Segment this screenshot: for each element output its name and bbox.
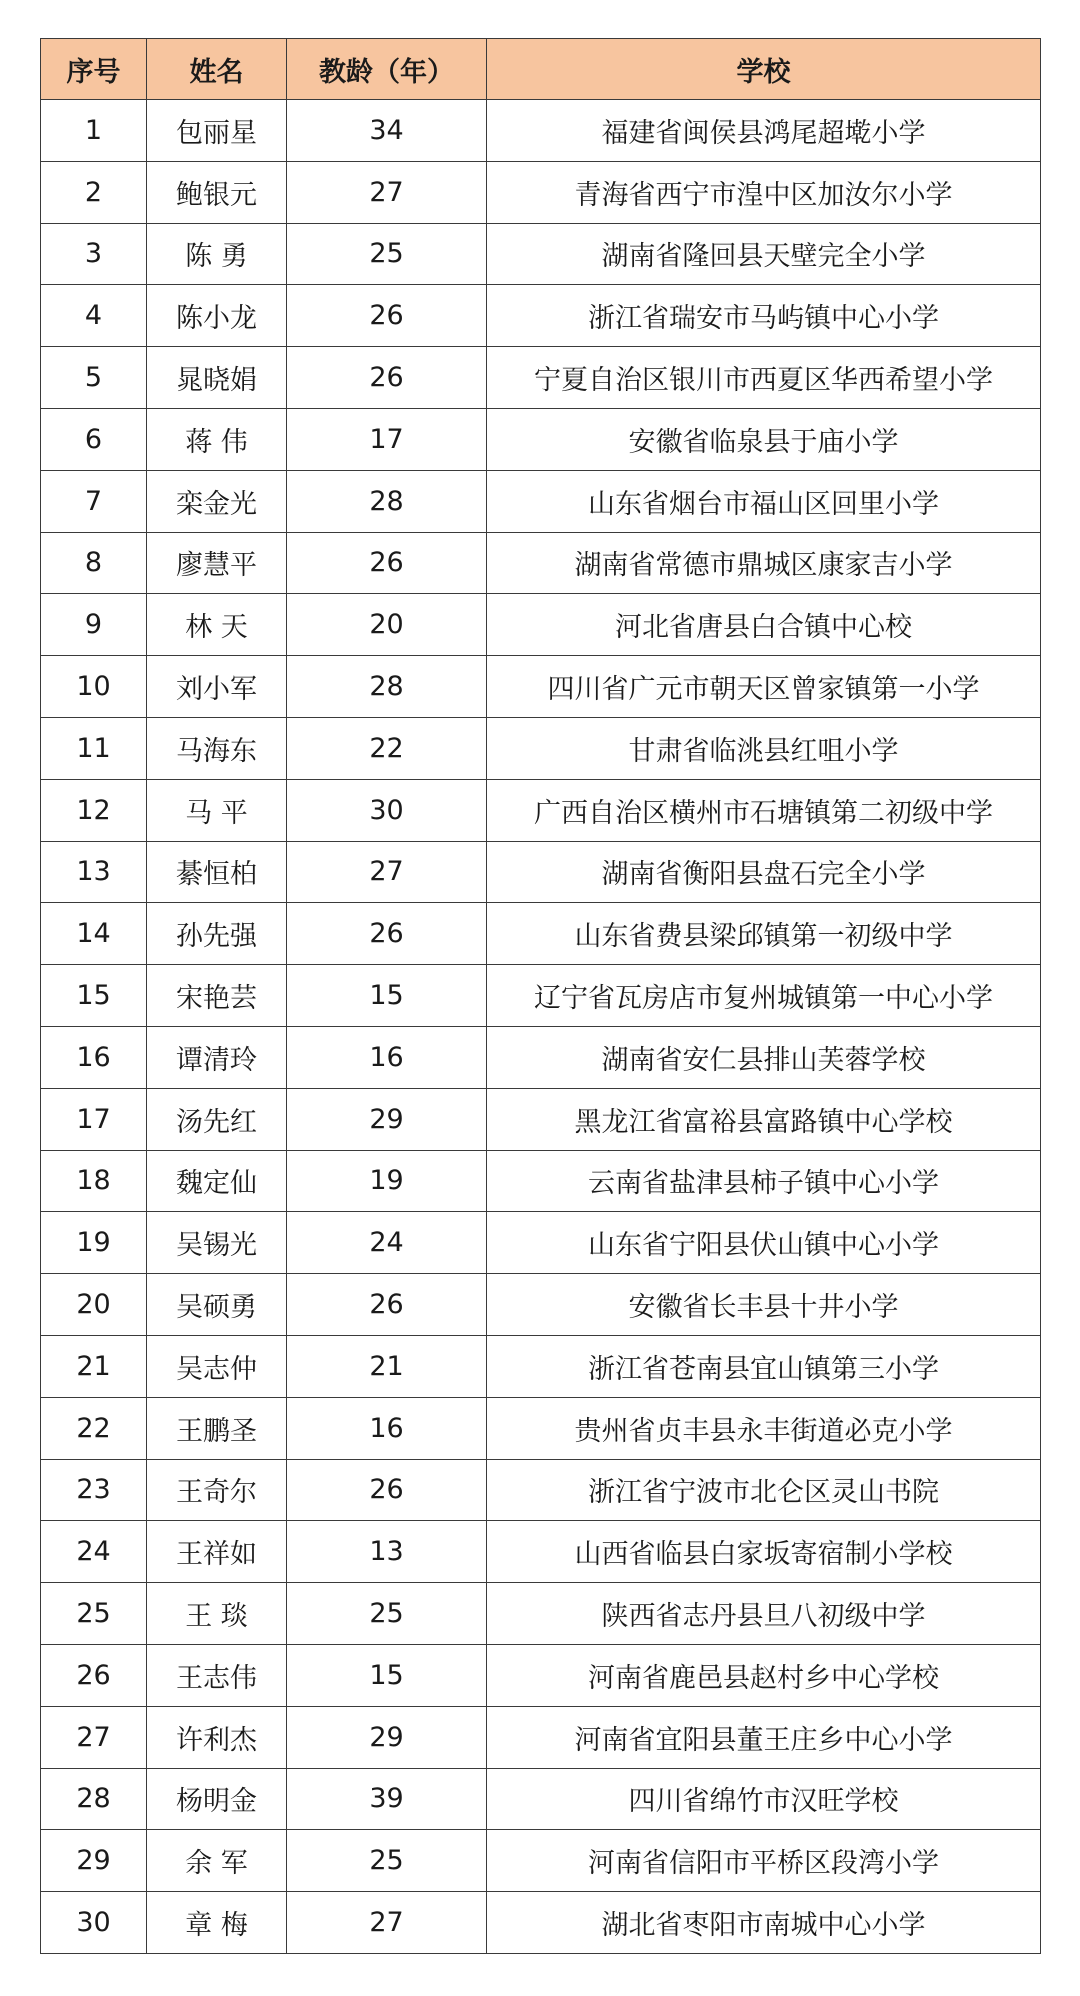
- cell-name: 吴硕勇: [147, 1274, 287, 1336]
- cell-teaching-years: 28: [287, 656, 487, 718]
- cell-index: 19: [41, 1212, 147, 1274]
- cell-teaching-years: 27: [287, 841, 487, 903]
- cell-index: 4: [41, 285, 147, 347]
- cell-index: 28: [41, 1768, 147, 1830]
- cell-index: 14: [41, 903, 147, 965]
- cell-school: 山东省烟台市福山区回里小学: [487, 470, 1041, 532]
- cell-name: 吴锡光: [147, 1212, 287, 1274]
- cell-index: 18: [41, 1150, 147, 1212]
- cell-name: 章 梅: [147, 1892, 287, 1954]
- cell-name: 栾金光: [147, 470, 287, 532]
- cell-school: 河南省信阳市平桥区段湾小学: [487, 1830, 1041, 1892]
- cell-index: 2: [41, 161, 147, 223]
- cell-school: 贵州省贞丰县永丰街道必克小学: [487, 1397, 1041, 1459]
- cell-school: 湖南省常德市鼎城区康家吉小学: [487, 532, 1041, 594]
- table-row: [41, 223, 1041, 285]
- cell-name: 鲍银元: [147, 161, 287, 223]
- table-row: [41, 470, 1041, 532]
- cell-name: 廖慧平: [147, 532, 287, 594]
- table-row: [41, 1521, 1041, 1583]
- cell-teaching-years: 30: [287, 779, 487, 841]
- cell-index: 25: [41, 1583, 147, 1645]
- table-row: [41, 1088, 1041, 1150]
- cell-index: 20: [41, 1274, 147, 1336]
- table-row: [41, 841, 1041, 903]
- cell-teaching-years: 34: [287, 100, 487, 162]
- table-row: [41, 1212, 1041, 1274]
- cell-school: 四川省广元市朝天区曾家镇第一小学: [487, 656, 1041, 718]
- table-row: [41, 161, 1041, 223]
- cell-school: 黑龙江省富裕县富路镇中心学校: [487, 1088, 1041, 1150]
- cell-name: 王祥如: [147, 1521, 287, 1583]
- cell-school: 河南省宜阳县董王庄乡中心小学: [487, 1706, 1041, 1768]
- cell-name: 汤先红: [147, 1088, 287, 1150]
- cell-index: 27: [41, 1706, 147, 1768]
- cell-index: 9: [41, 594, 147, 656]
- cell-index: 5: [41, 347, 147, 409]
- teacher-table-container: [40, 38, 1041, 1954]
- cell-teaching-years: 22: [287, 717, 487, 779]
- cell-index: 22: [41, 1397, 147, 1459]
- cell-teaching-years: 20: [287, 594, 487, 656]
- cell-teaching-years: 26: [287, 285, 487, 347]
- cell-school: 湖南省安仁县排山芙蓉学校: [487, 1026, 1041, 1088]
- table-row: [41, 532, 1041, 594]
- cell-teaching-years: 26: [287, 1274, 487, 1336]
- cell-school: 湖南省衡阳县盘石完全小学: [487, 841, 1041, 903]
- cell-name: 宋艳芸: [147, 965, 287, 1027]
- cell-index: 10: [41, 656, 147, 718]
- cell-index: 30: [41, 1892, 147, 1954]
- table-row: [41, 1830, 1041, 1892]
- cell-school: 广西自治区横州市石塘镇第二初级中学: [487, 779, 1041, 841]
- table-body: [41, 100, 1041, 1954]
- cell-name: 魏定仙: [147, 1150, 287, 1212]
- cell-index: 3: [41, 223, 147, 285]
- table-row: [41, 594, 1041, 656]
- cell-name: 王志伟: [147, 1644, 287, 1706]
- cell-teaching-years: 24: [287, 1212, 487, 1274]
- cell-teaching-years: 25: [287, 1583, 487, 1645]
- cell-teaching-years: 15: [287, 1644, 487, 1706]
- cell-teaching-years: 26: [287, 347, 487, 409]
- cell-name: 蒋 伟: [147, 408, 287, 470]
- cell-school: 山西省临县白家坂寄宿制小学校: [487, 1521, 1041, 1583]
- cell-school: 河南省鹿邑县赵村乡中心学校: [487, 1644, 1041, 1706]
- cell-school: 浙江省苍南县宜山镇第三小学: [487, 1335, 1041, 1397]
- cell-school: 山东省费县梁邱镇第一初级中学: [487, 903, 1041, 965]
- cell-teaching-years: 17: [287, 408, 487, 470]
- cell-school: 甘肃省临洮县红咀小学: [487, 717, 1041, 779]
- cell-name: 许利杰: [147, 1706, 287, 1768]
- cell-teaching-years: 16: [287, 1397, 487, 1459]
- cell-index: 11: [41, 717, 147, 779]
- cell-index: 23: [41, 1459, 147, 1521]
- cell-school: 浙江省宁波市北仑区灵山书院: [487, 1459, 1041, 1521]
- cell-school: 湖南省隆回县天壁完全小学: [487, 223, 1041, 285]
- cell-name: 孙先强: [147, 903, 287, 965]
- cell-teaching-years: 21: [287, 1335, 487, 1397]
- cell-name: 杨明金: [147, 1768, 287, 1830]
- cell-teaching-years: 19: [287, 1150, 487, 1212]
- table-row: [41, 717, 1041, 779]
- header-name: 姓名: [147, 39, 287, 100]
- cell-index: 6: [41, 408, 147, 470]
- cell-name: 陈小龙: [147, 285, 287, 347]
- table-row: [41, 1397, 1041, 1459]
- cell-index: 17: [41, 1088, 147, 1150]
- cell-name: 马 平: [147, 779, 287, 841]
- cell-school: 山东省宁阳县伏山镇中心小学: [487, 1212, 1041, 1274]
- header-school: 学校: [487, 39, 1041, 100]
- table-row: [41, 1150, 1041, 1212]
- cell-school: 陕西省志丹县旦八初级中学: [487, 1583, 1041, 1645]
- table-row: [41, 1274, 1041, 1336]
- cell-name: 谭清玲: [147, 1026, 287, 1088]
- cell-index: 15: [41, 965, 147, 1027]
- cell-name: 吴志仲: [147, 1335, 287, 1397]
- cell-school: 青海省西宁市湟中区加汝尔小学: [487, 161, 1041, 223]
- cell-teaching-years: 29: [287, 1088, 487, 1150]
- table-row: [41, 285, 1041, 347]
- cell-teaching-years: 27: [287, 1892, 487, 1954]
- cell-index: 21: [41, 1335, 147, 1397]
- cell-school: 四川省绵竹市汉旺学校: [487, 1768, 1041, 1830]
- cell-name: 王 琰: [147, 1583, 287, 1645]
- cell-index: 12: [41, 779, 147, 841]
- cell-name: 陈 勇: [147, 223, 287, 285]
- table-row: [41, 1768, 1041, 1830]
- cell-teaching-years: 13: [287, 1521, 487, 1583]
- table-row: [41, 965, 1041, 1027]
- cell-name: 綦恒柏: [147, 841, 287, 903]
- table-row: [41, 1459, 1041, 1521]
- cell-teaching-years: 25: [287, 1830, 487, 1892]
- cell-name: 王奇尔: [147, 1459, 287, 1521]
- cell-school: 福建省闽侯县鸿尾超墘小学: [487, 100, 1041, 162]
- table-row: [41, 347, 1041, 409]
- header-teaching-years: 教龄（年）: [287, 39, 487, 100]
- cell-index: 7: [41, 470, 147, 532]
- cell-index: 1: [41, 100, 147, 162]
- cell-index: 29: [41, 1830, 147, 1892]
- header-index: 序号: [41, 39, 147, 100]
- cell-index: 16: [41, 1026, 147, 1088]
- cell-teaching-years: 26: [287, 532, 487, 594]
- cell-index: 26: [41, 1644, 147, 1706]
- table-row: [41, 1583, 1041, 1645]
- cell-school: 云南省盐津县柿子镇中心小学: [487, 1150, 1041, 1212]
- cell-index: 8: [41, 532, 147, 594]
- cell-name: 刘小军: [147, 656, 287, 718]
- cell-teaching-years: 15: [287, 965, 487, 1027]
- table-row: [41, 656, 1041, 718]
- cell-name: 余 军: [147, 1830, 287, 1892]
- table-row: [41, 1644, 1041, 1706]
- cell-teaching-years: 29: [287, 1706, 487, 1768]
- cell-teaching-years: 26: [287, 1459, 487, 1521]
- teacher-table: [40, 38, 1041, 1954]
- cell-teaching-years: 28: [287, 470, 487, 532]
- table-row: [41, 1706, 1041, 1768]
- cell-index: 13: [41, 841, 147, 903]
- cell-school: 河北省唐县白合镇中心校: [487, 594, 1041, 656]
- table-header-row: [41, 39, 1041, 100]
- table-row: [41, 1335, 1041, 1397]
- cell-teaching-years: 16: [287, 1026, 487, 1088]
- cell-school: 宁夏自治区银川市西夏区华西希望小学: [487, 347, 1041, 409]
- cell-index: 24: [41, 1521, 147, 1583]
- table-row: [41, 903, 1041, 965]
- cell-name: 林 天: [147, 594, 287, 656]
- table-row: [41, 779, 1041, 841]
- cell-name: 晁晓娟: [147, 347, 287, 409]
- table-row: [41, 100, 1041, 162]
- table-row: [41, 1026, 1041, 1088]
- table-row: [41, 408, 1041, 470]
- cell-school: 湖北省枣阳市南城中心小学: [487, 1892, 1041, 1954]
- cell-name: 王鹏圣: [147, 1397, 287, 1459]
- cell-teaching-years: 39: [287, 1768, 487, 1830]
- table-row: [41, 1892, 1041, 1954]
- cell-teaching-years: 26: [287, 903, 487, 965]
- cell-name: 马海东: [147, 717, 287, 779]
- cell-name: 包丽星: [147, 100, 287, 162]
- cell-school: 安徽省临泉县于庙小学: [487, 408, 1041, 470]
- cell-teaching-years: 25: [287, 223, 487, 285]
- cell-teaching-years: 27: [287, 161, 487, 223]
- cell-school: 浙江省瑞安市马屿镇中心小学: [487, 285, 1041, 347]
- cell-school: 辽宁省瓦房店市复州城镇第一中心小学: [487, 965, 1041, 1027]
- cell-school: 安徽省长丰县十井小学: [487, 1274, 1041, 1336]
